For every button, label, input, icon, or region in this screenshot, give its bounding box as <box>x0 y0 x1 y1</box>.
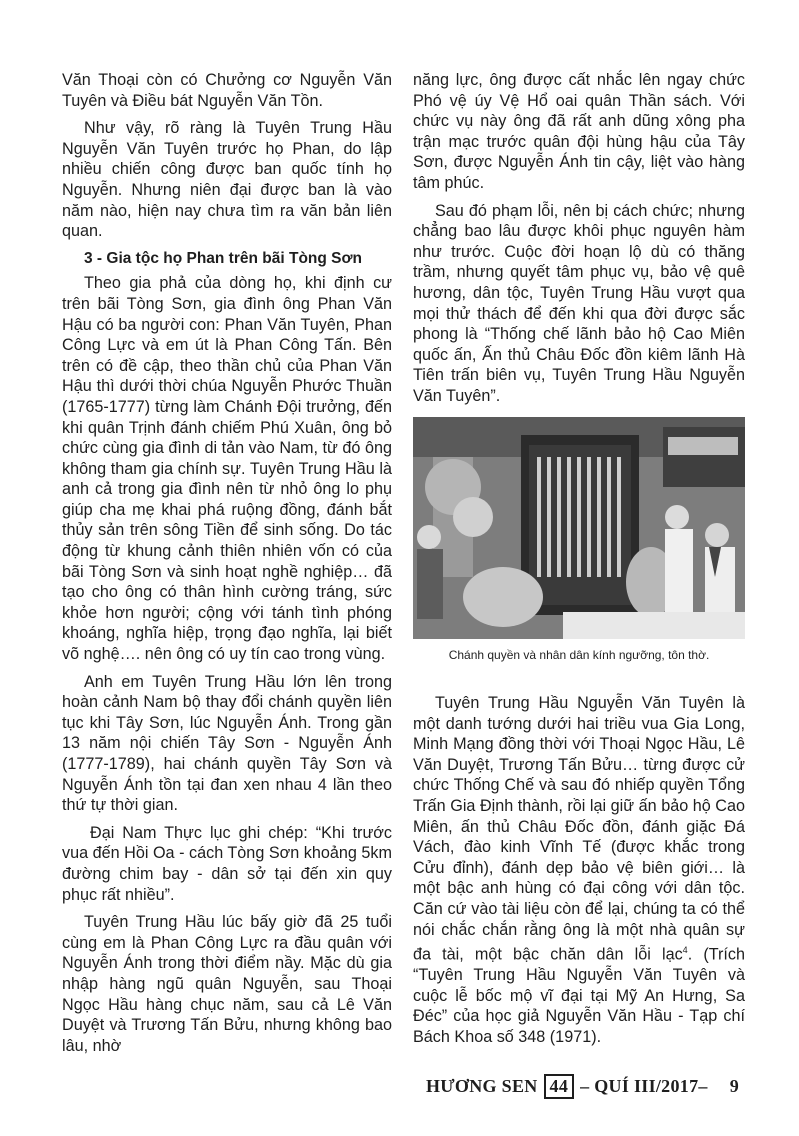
right-column <box>413 70 745 1055</box>
ceremony-photo <box>413 417 745 639</box>
paragraph: Anh em Tuyên Trung Hầu lớn lên trong hoàn cảnh Nam bộ thay đổi chánh quyền liên tục khi Tây Sơn, lúc Nguyễn Ánh. Trong gần 13 năm nội chiến Tây Sơn - Nguyễn Ánh (1777-1789), hai chánh quyền Tây Sơn và Nguyễn Ánh tồn tại đan xen nhau 4 lần theo thứ tự thời gian. <box>62 672 392 815</box>
photo-caption: Chánh quyền và nhân dân kính ngưỡng, tôn thờ. <box>448 647 710 662</box>
footnote-marker: 4 <box>682 945 688 956</box>
magazine-name: HƯƠNG SEN <box>426 1076 538 1096</box>
paragraph: năng lực, ông được cất nhắc lên ngay chức Phó vệ úy Vệ Hổ oai quân Thần sách. Với chức vụ này ông đã rất anh dũng xông pha trận mạc trước quân đội hùng hậu của Tây Sơn, được Nguyễn Ánh tin cậy, liệt vào hàng tâm phúc. <box>413 71 745 192</box>
issue-number: 44 <box>544 1074 575 1099</box>
page-number: 9 <box>729 1076 739 1096</box>
paragraph <box>413 693 745 1047</box>
paragraph: Đại Nam Thực lục ghi chép: “Khi trước vua đến Hồi Oa - cách Tòng Sơn khoảng 5km đường chim bay - dân sở tại đến xin quy phục rất nhiều”. <box>62 823 392 904</box>
paragraph-text: Tuyên Trung Hầu Nguyễn Văn Tuyên là một danh tướng dưới hai triều vua Gia Long, Minh Mạng đồng thời với Thoại Ngọc Hầu, Lê Văn Duyệt, Trương Tấn Bửu… từng được cử chức Thống Chế và sau đó nhiếp quyền Tổng Trấn Gia Định thành, rồi lại giữ ấn bảo hộ Cao Miên, ấn thủ Châu Đốc đồn, đánh giặc Đá Vách, đào kinh Vĩnh Tế (được khắc trong Cửu đỉnh), đánh dẹp bảo vệ biên giới… là một bậc anh hùng có đại công với dân tộc. Căn cứ vào tài liệu còn để lại, chúng ta có thể nói chắc chắn rằng ông là một nhà quân sự đa tài, một bậc chăn dân lỗi lạc <box>413 694 745 964</box>
paragraph: Sau đó phạm lỗi, nên bị cách chức; nhưng chẳng bao lâu được khôi phục nguyên hàm như trước. Cuộc đời hoạn lộ dù có thăng trầm, nhưng quyết tâm phục vụ, bảo vệ quê hương, dân tộc, Tuyên Trung Hầu vượt qua mọi thử thách để đến khi qua đời được sắc phong là “Thống chế lãnh bảo hộ Cao Miên quốc ấn, Ấn thủ Châu Đốc đồn kiêm lãnh Hà Tiên trấn biên vụ, Tuyên Trung Hầu Nguyễn Văn Tuyên”. <box>413 201 745 405</box>
paragraph: Như vậy, rõ ràng là Tuyên Trung Hầu Nguyễn Văn Tuyên trước họ Phan, do lập nhiều chiến công được ban quốc tính họ Nguyễn. Nhưng niên đại được ban là vào năm nào, hiện nay chưa tìm ra văn bản liên quan. <box>62 119 392 241</box>
paragraph: Văn Thoại còn có Chưởng cơ Nguyễn Văn Tuyên và Điều bát Nguyễn Văn Tồn. <box>62 71 392 110</box>
paragraph: Tuyên Trung Hầu lúc bấy giờ đã 25 tuổi cùng em là Phan Công Lực ra đầu quân với Nguyễn Ánh trong thời điểm nầy. Mặc dù gia nhập hàng ngũ quân Nguyễn, sau Thoại Ngọc Hầu hàng chục năm, sau cả Lê Văn Duyệt và Trương Tấn Bửu, nhưng không bao lâu, nhờ <box>62 913 392 1055</box>
section-heading: 3 - Gia tộc họ Phan trên bãi Tòng Sơn <box>84 249 362 267</box>
paragraph: Theo gia phả của dòng họ, khi định cư trên bãi Tòng Sơn, gia đình ông Phan Văn Hậu có ba người con: Phan Văn Tuyên, Phan Công Lực và em út là Phan Công Tấn. Bên trên có đề cập, theo thần chủ của Phan Văn Hậu thì dưới thời chúa Nguyễn Phước Thuần (1765-1777) từng làm Chánh Đội trưởng, đến khi quân Trịnh đánh chiếm Phú Xuân, ông bỏ chức cùng gia đình di tản vào Nam, từ đó ông không tham gia chính sự. Tuyên Trung Hầu là anh cả trong gia đình nên từ nhỏ ông lo phụ giúp cha mẹ khai phá ruộng đồng, đánh bắt thủy sản trên sông Tiền để sinh sống. Do tác động từ khung cảnh thiên nhiên vốn có của bãi Tòng Sơn và sinh hoạt nghề nghiệp… đã tạo cho ông có thân hình cường tráng, sức khỏe hơn người; cộng với tánh tình phóng khoáng, nghĩa hiệp, trọng đạo nghĩa, lại biết võ nghệ…. nên ông có uy tín cao trong vùng. <box>62 274 392 664</box>
left-column <box>62 70 392 1063</box>
page-footer <box>426 1074 739 1099</box>
paragraph-text: . (Trích “Tuyên Trung Hầu Nguyễn Văn Tuyên và cuộc lễ bốc mộ vĩ đại tại Mỹ An Hưng, Sa Đéc” của học giả Nguyễn Văn Hầu - Tạp chí Bách Khoa số 348 (1971). <box>413 945 745 1046</box>
photo-illustration <box>413 417 745 639</box>
issue-period: – QUÍ III/2017– <box>580 1076 708 1096</box>
